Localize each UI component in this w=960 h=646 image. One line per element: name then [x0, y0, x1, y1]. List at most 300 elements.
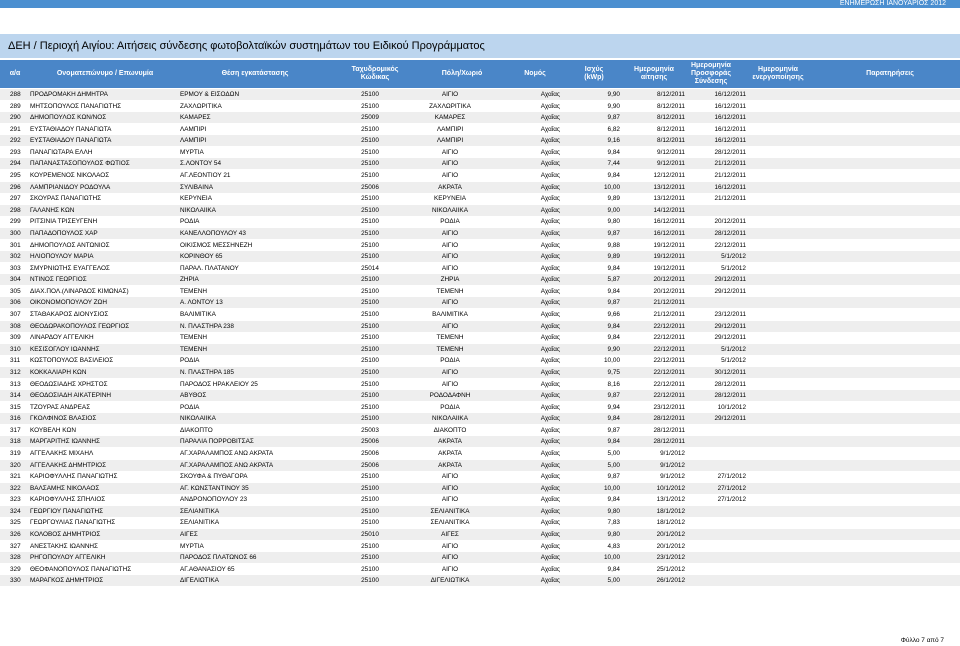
cell-no: 293: [10, 148, 21, 156]
cell-offer-date: 29/12/2011: [714, 334, 746, 342]
cell-prefecture: Αχαΐας: [540, 253, 560, 261]
cell-prefecture: Αχαΐας: [540, 449, 560, 457]
cell-location: ΛΑΜΠΙΡΙ: [180, 125, 207, 133]
table-row: [0, 251, 960, 262]
cell-prefecture: Αχαΐας: [540, 183, 560, 191]
table-row: [0, 379, 960, 390]
cell-city: ΑΙΓΙΟ: [441, 241, 459, 249]
cell-offer-date: 16/12/2011: [714, 91, 746, 98]
cell-request-date: 12/12/2011: [653, 172, 685, 180]
cell-name: ΟΙΚΟΝΟΜΟΠΟΥΛΟΥ ΖΩΗ: [30, 299, 107, 307]
cell-location: ΔΙΓΕΛΙΩΤΙΚΑ: [180, 577, 219, 585]
cell-location: ΑΙΓΕΣ: [180, 531, 198, 539]
cell-request-date: 28/12/2011: [653, 438, 685, 446]
cell-no: 310: [10, 345, 21, 353]
cell-offer-date: 23/12/2011: [714, 311, 746, 319]
cell-power: 7,83: [607, 519, 620, 527]
cell-city: ΑΙΓΙΟ: [441, 565, 459, 573]
cell-power: 9,87: [607, 299, 620, 307]
cell-location: ΑΓ.ΧΑΡΑΛΑΜΠΟΣ ΑΝΩ ΑΚΡΑΤΑ: [180, 449, 274, 457]
cell-request-date: 8/12/2011: [657, 91, 685, 98]
cell-location: ΛΑΜΠΙΡΙ: [180, 137, 207, 145]
cell-city: ΑΙΓΙΟ: [441, 172, 459, 180]
cell-no: 317: [10, 426, 21, 434]
cell-request-date: 9/12/2011: [657, 160, 685, 168]
header-request-date: Ημερομηνία αίτησης: [634, 66, 674, 81]
cell-prefecture: Αχαΐας: [540, 276, 560, 284]
cell-power: 7,44: [607, 160, 620, 168]
cell-name: ΘΕΟΔΩΡΑΚΟΠΟΥΛΟΣ ΓΕΩΡΓΙΟΣ: [30, 322, 130, 330]
header-notes: Παρατηρήσεις: [866, 70, 914, 77]
cell-power: 10,00: [604, 357, 620, 365]
cell-postcode: 25100: [361, 276, 379, 284]
cell-location: ΚΟΡΙΝΘΟΥ 65: [180, 253, 223, 261]
table-row: [0, 494, 960, 505]
cell-location: ΣΕΛΙΑΝΙΤΙΚΑ: [180, 507, 220, 515]
cell-power: 9,89: [607, 195, 620, 203]
header-activation-date: Ημερομηνία ενεργοποίησης: [752, 66, 804, 81]
cell-power: 10,00: [604, 554, 620, 562]
cell-power: 9,87: [607, 426, 620, 434]
cell-no: 303: [10, 264, 21, 272]
cell-no: 300: [10, 229, 21, 237]
table-row: [0, 147, 960, 158]
cell-postcode: 25100: [361, 322, 379, 330]
table-row: [0, 367, 960, 378]
header-location: Θέση εγκατάστασης: [221, 70, 289, 77]
cell-power: 9,87: [607, 114, 620, 122]
cell-request-date: 13/12/2011: [653, 195, 685, 203]
cell-postcode: 25100: [361, 565, 379, 573]
cell-name: ΠΑΠΑΔΟΠΟΥΛΟΣ ΧΑΡ: [30, 229, 98, 237]
cell-location: ΟΙΚΙΣΜΟΣ ΜΕΣΣΗΝΕΖΗ: [180, 241, 253, 249]
cell-no: 327: [10, 542, 21, 550]
table-row: [0, 228, 960, 239]
cell-location: ΚΑΜΑΡΕΣ: [180, 114, 211, 122]
cell-offer-date: 27/1/2012: [717, 496, 746, 504]
cell-postcode: 25100: [361, 368, 379, 376]
cell-location: ΝΙΚΟΛΑΙΙΚΑ: [180, 415, 216, 423]
table-row: [0, 355, 960, 366]
cell-no: 308: [10, 322, 21, 330]
table-row: [0, 274, 960, 285]
table-row: [0, 170, 960, 181]
cell-offer-date: [680, 205, 746, 216]
header-no: α/α: [9, 70, 21, 77]
cell-power: 9,90: [607, 345, 620, 353]
cell-name: ΜΑΡΓΑΡΙΤΗΣ ΙΩΑΝΝΗΣ: [30, 438, 100, 446]
cell-offer-date: 5/1/2012: [721, 253, 746, 261]
cell-postcode: 25100: [361, 102, 379, 110]
cell-city: ΝΙΚΟΛΑΙΙΚΑ: [432, 415, 468, 423]
cell-location: Α. ΛΟΝΤΟΥ 13: [180, 299, 223, 307]
cell-name: ΜΗΤΣΟΠΟΥΛΟΣ ΠΑΝΑΓΙΩΤΗΣ: [30, 102, 122, 110]
cell-name: ΠΑΝΑΓΙΩΤΑΡΑ ΕΛΛΗ: [30, 148, 93, 156]
cell-location: ΡΟΔΙΑ: [180, 218, 200, 226]
cell-power: 9,84: [607, 148, 620, 156]
cell-postcode: 25100: [361, 148, 379, 156]
cell-city: ΤΕΜΕΝΗ: [436, 334, 464, 342]
cell-city: ΡΟΔΙΑ: [440, 403, 460, 411]
cell-city: ΑΙΓΙΟ: [441, 554, 459, 562]
cell-offer-date: 29/12/2011: [714, 322, 746, 330]
cell-city: ΑΙΓΙΟ: [441, 160, 459, 168]
cell-request-date: 28/12/2011: [653, 426, 685, 434]
cell-city: ΑΚΡΑΤΑ: [438, 461, 462, 469]
cell-power: 9,90: [607, 91, 620, 98]
cell-prefecture: Αχαΐας: [540, 507, 560, 515]
cell-city: ΤΕΜΕΝΗ: [436, 345, 464, 353]
cell-name: ΡΗΓΟΠΟΥΛΟΥ ΑΓΓΕΛΙΚΗ: [30, 554, 106, 562]
cell-offer-date: 28/12/2011: [714, 392, 746, 400]
header-postcode: Ταχυδρομικός Κώδικας: [351, 66, 399, 81]
cell-prefecture: Αχαΐας: [540, 241, 560, 249]
cell-postcode: 25006: [361, 461, 379, 469]
cell-no: 321: [10, 473, 21, 481]
cell-name: ΓΕΩΡΓΟΥΛΙΑΣ ΠΑΝΑΓΙΩΤΗΣ: [30, 519, 116, 527]
cell-power: 6,82: [607, 125, 620, 133]
cell-request-date: 22/12/2011: [653, 322, 685, 330]
cell-offer-date: 5/1/2012: [721, 264, 746, 272]
cell-postcode: 25100: [361, 380, 379, 388]
cell-prefecture: Αχαΐας: [540, 311, 560, 319]
cell-offer-date: 28/12/2011: [714, 148, 746, 156]
cell-prefecture: Αχαΐας: [540, 322, 560, 330]
cell-no: 291: [10, 125, 21, 133]
header-city: Πόλη/Χωριό: [441, 70, 483, 77]
cell-offer-date: 27/1/2012: [717, 484, 746, 492]
cell-prefecture: Αχαΐας: [540, 461, 560, 469]
cell-power: 5,87: [607, 276, 620, 284]
cell-request-date: 18/1/2012: [656, 507, 685, 515]
cell-postcode: 25100: [361, 334, 379, 342]
cell-power: 10,00: [604, 183, 620, 191]
cell-postcode: 25100: [361, 253, 379, 261]
cell-offer-date: 29/12/2011: [714, 415, 746, 423]
cell-power: 9,84: [607, 415, 620, 423]
cell-request-date: 9/1/2012: [660, 449, 685, 457]
cell-postcode: 25100: [361, 484, 379, 492]
table-row: [0, 101, 960, 112]
cell-prefecture: Αχαΐας: [540, 577, 560, 585]
table-row: [0, 552, 960, 563]
cell-prefecture: Αχαΐας: [540, 345, 560, 353]
cell-prefecture: Αχαΐας: [540, 403, 560, 411]
cell-power: 9,84: [607, 287, 620, 295]
cell-offer-date: 16/12/2011: [714, 183, 746, 191]
cell-location: ΑΒΥΘΟΣ: [180, 392, 207, 400]
cell-offer-date: 29/12/2011: [714, 276, 746, 284]
cell-power: 9,94: [607, 403, 620, 411]
table-row: [0, 483, 960, 494]
cell-offer-date: [680, 460, 746, 471]
cell-location: ΠΑΡΟΔΟΣ ΠΛΑΤΩΝΟΣ 66: [180, 554, 257, 562]
cell-request-date: 20/12/2011: [653, 276, 685, 284]
cell-offer-date: [680, 436, 746, 447]
cell-request-date: 10/1/2012: [656, 484, 685, 492]
cell-prefecture: Αχαΐας: [540, 172, 560, 180]
cell-postcode: 25100: [361, 299, 379, 307]
cell-request-date: 9/12/2011: [657, 148, 685, 156]
table-row: [0, 425, 960, 436]
cell-request-date: 19/12/2011: [653, 264, 685, 272]
cell-name: ΓΑΛΑΝΗΣ ΚΩΝ: [30, 206, 75, 214]
header-name: Ονοματεπώνυμο / Επωνυμία: [56, 70, 154, 77]
table-row: [0, 575, 960, 586]
cell-power: 9,00: [607, 206, 620, 214]
cell-location: ΑΓ. ΚΩΝΣΤΑΝΤΙΝΟΥ 35: [180, 484, 249, 492]
cell-name: ΣΚΟΥΡΑΣ ΠΑΝΑΓΙΩΤΗΣ: [30, 195, 102, 203]
cell-power: 9,66: [607, 311, 620, 319]
cell-location: Ν. ΠΛΑΣΤΗΡΑ 185: [180, 368, 234, 376]
cell-no: 288: [10, 91, 21, 98]
cell-request-date: 19/12/2011: [653, 241, 685, 249]
cell-city: ΑΙΓΙΟ: [441, 542, 459, 550]
cell-offer-date: 28/12/2011: [714, 229, 746, 237]
cell-postcode: 25006: [361, 449, 379, 457]
cell-location: ΜΥΡΤΙΑ: [180, 148, 204, 156]
cell-name: ΑΓΓΕΛΑΚΗΣ ΔΗΜΗΤΡΙΟΣ: [30, 461, 107, 469]
cell-power: 9,84: [607, 565, 620, 573]
cell-request-date: 14/12/2011: [653, 206, 685, 214]
cell-location: ΝΙΚΟΛΑΙΙΚΑ: [180, 206, 216, 214]
cell-offer-date: 10/1/2012: [717, 403, 746, 411]
cell-no: 330: [10, 577, 21, 585]
cell-city: ΚΕΡΥΝΕΙΑ: [434, 195, 466, 203]
table-row: [0, 286, 960, 297]
cell-name: ΕΥΣΤΑΘΙΑΔΟΥ ΠΑΝΑΓΙΩΤΑ: [30, 125, 112, 133]
cell-offer-date: [680, 425, 746, 436]
table-row: [0, 135, 960, 146]
cell-power: 9,80: [607, 531, 620, 539]
cell-name: ΜΑΡΑΓΚΟΣ ΔΗΜΗΤΡΙΟΣ: [30, 577, 104, 585]
cell-offer-date: 16/12/2011: [714, 137, 746, 145]
cell-request-date: 22/12/2011: [653, 345, 685, 353]
cell-prefecture: Αχαΐας: [540, 368, 560, 376]
cell-prefecture: Αχαΐας: [540, 218, 560, 226]
cell-request-date: 22/12/2011: [653, 392, 685, 400]
cell-name: ΚΟΛΟΒΟΣ ΔΗΜΗΤΡΙΟΣ: [30, 531, 101, 539]
cell-location: ΤΕΜΕΝΗ: [180, 345, 207, 353]
cell-city: ΑΙΓΙΟ: [441, 253, 459, 261]
cell-city: ΑΙΓΙΟ: [441, 380, 459, 388]
cell-name: ΒΑΛΣΑΜΗΣ ΝΙΚΟΛΑΟΣ: [30, 484, 100, 492]
table-row: [0, 124, 960, 135]
cell-request-date: 9/1/2012: [660, 473, 685, 481]
cell-name: ΚΑΡΙΟΦΥΛΛΗΣ ΣΠΗΛΙΟΣ: [30, 496, 106, 504]
cell-no: 322: [10, 484, 21, 492]
table-row: [0, 541, 960, 552]
cell-location: ΠΑΡΑΛ. ΠΛΑΤΑΝΟΥ: [180, 264, 239, 272]
cell-postcode: 25100: [361, 519, 379, 527]
cell-request-date: 20/1/2012: [656, 542, 685, 550]
cell-power: 4,83: [607, 542, 620, 550]
cell-name: ΔΙΑΧ.ΠΟΛ.(ΛΙΝΑΡΔΟΣ ΚΙΜΩΝΑΣ): [30, 287, 129, 295]
cell-power: 9,89: [607, 253, 620, 261]
cell-prefecture: Αχαΐας: [540, 542, 560, 550]
cell-request-date: 20/12/2011: [653, 287, 685, 295]
cell-postcode: 25100: [361, 542, 379, 550]
cell-power: 9,87: [607, 229, 620, 237]
table-row: [0, 263, 960, 274]
header-prefecture: Νομός: [524, 70, 546, 77]
cell-city: ΝΙΚΟΛΑΙΙΚΑ: [432, 206, 468, 214]
table-row: [0, 460, 960, 471]
cell-postcode: 25100: [361, 160, 379, 168]
cell-no: 319: [10, 449, 21, 457]
cell-power: 5,00: [607, 577, 620, 585]
cell-city: ΑΙΓΙΟ: [441, 322, 459, 330]
cell-postcode: 25100: [361, 473, 379, 481]
top-bar: [0, 0, 960, 8]
cell-request-date: 8/12/2011: [657, 102, 685, 110]
cell-offer-date: 5/1/2012: [721, 345, 746, 353]
cell-city: ΑΙΓΙΟ: [441, 473, 459, 481]
table-row: [0, 402, 960, 413]
cell-location: ΚΕΡΥΝΕΙΑ: [180, 195, 212, 203]
cell-location: ΑΓ.ΧΑΡΑΛΑΜΠΟΣ ΑΝΩ ΑΚΡΑΤΑ: [180, 461, 274, 469]
cell-request-date: 26/1/2012: [656, 577, 685, 585]
table-row: [0, 529, 960, 540]
cell-city: ΑΙΓΙΟ: [441, 299, 459, 307]
cell-no: 298: [10, 206, 21, 214]
table-row: [0, 413, 960, 424]
cell-power: 5,00: [607, 449, 620, 457]
cell-prefecture: Αχαΐας: [540, 264, 560, 272]
cell-no: 290: [10, 114, 21, 122]
cell-name: ΘΕΟΔΟΣΙΑΔΗ ΑΙΚΑΤΕΡΙΝΗ: [30, 392, 111, 400]
cell-postcode: 25100: [361, 496, 379, 504]
cell-name: ΚΩΣΤΟΠΟΥΛΟΣ ΒΑΣΙΛΕΙΟΣ: [30, 357, 114, 365]
cell-city: ΑΙΓΙΟ: [441, 484, 459, 492]
cell-city: ΑΙΓΙΟ: [441, 496, 459, 504]
cell-no: 324: [10, 507, 21, 515]
table-row: [0, 112, 960, 123]
table-row: [0, 158, 960, 169]
cell-no: 316: [10, 415, 21, 423]
cell-no: 309: [10, 334, 21, 342]
table-row: [0, 332, 960, 343]
cell-location: ΡΟΔΙΑ: [180, 403, 200, 411]
cell-location: ΒΑΛΙΜΙΤΙΚΑ: [180, 311, 216, 319]
cell-postcode: 25100: [361, 206, 379, 214]
cell-offer-date: [680, 448, 746, 459]
cell-no: 292: [10, 137, 21, 145]
cell-name: ΡΙΤΣΙΝΙΑ ΤΡΙΣΕΥΓΕΝΗ: [30, 218, 98, 226]
cell-offer-date: 5/1/2012: [721, 357, 746, 365]
page-footer: Φύλλο 7 από 7: [900, 637, 944, 644]
cell-location: ΖΗΡΙΑ: [180, 276, 199, 284]
cell-location: ΣΚΟΥΦΑ & ΠΥΘΑΓΟΡΑ: [180, 473, 248, 481]
cell-name: ΠΡΟΔΡΟΜΑΚΗ ΔΗΜΗΤΡΑ: [30, 91, 108, 98]
cell-postcode: 25100: [361, 241, 379, 249]
cell-power: 9,84: [607, 322, 620, 330]
cell-offer-date: 16/12/2011: [714, 114, 746, 122]
cell-name: ΔΗΜΟΠΟΥΛΟΣ ΑΝΤΩΝΙΟΣ: [30, 241, 110, 249]
cell-offer-date: [680, 517, 746, 528]
cell-location: ΤΕΜΕΝΗ: [180, 334, 207, 342]
cell-request-date: 22/12/2011: [653, 368, 685, 376]
page-title: ΔΕΗ / Περιοχή Αιγίου: Αιτήσεις σύνδεσης φωτοβολταϊκών συστημάτων του Ειδικού Προγράμματος: [8, 40, 485, 52]
cell-power: 9,84: [607, 264, 620, 272]
cell-location: ΠΑΡΑΛΙΑ ΠΟΡΡΟΒΙΤΣΑΣ: [180, 438, 254, 446]
cell-city: ΣΕΛΙΑΝΙΤΙΚΑ: [430, 519, 470, 527]
cell-prefecture: Αχαΐας: [540, 380, 560, 388]
cell-prefecture: Αχαΐας: [540, 125, 560, 133]
cell-request-date: 22/12/2011: [653, 334, 685, 342]
cell-prefecture: Αχαΐας: [540, 299, 560, 307]
cell-location: ΡΟΔΙΑ: [180, 357, 200, 365]
cell-prefecture: Αχαΐας: [540, 531, 560, 539]
cell-no: 313: [10, 380, 21, 388]
cell-no: 311: [10, 357, 21, 365]
cell-postcode: 25100: [361, 507, 379, 515]
cell-postcode: 25100: [361, 403, 379, 411]
cell-location: Ν. ΠΛΑΣΤΗΡΑ 238: [180, 322, 234, 330]
cell-postcode: 25014: [361, 264, 379, 272]
cell-prefecture: Αχαΐας: [540, 484, 560, 492]
cell-offer-date: 21/12/2011: [714, 195, 746, 203]
cell-city: ΛΑΜΠΙΡΙ: [436, 125, 464, 133]
cell-postcode: 25006: [361, 183, 379, 191]
cell-city: ΔΙΓΕΛΙΩΤΙΚΑ: [430, 577, 470, 585]
cell-prefecture: Αχαΐας: [540, 102, 560, 110]
cell-request-date: 23/12/2011: [653, 403, 685, 411]
cell-postcode: 25010: [361, 531, 379, 539]
cell-city: ΤΕΜΕΝΗ: [436, 287, 464, 295]
cell-name: ΤΖΟΥΡΑΣ ΑΝΔΡΕΑΣ: [30, 403, 91, 411]
cell-postcode: 25100: [361, 415, 379, 423]
cell-prefecture: Αχαΐας: [540, 438, 560, 446]
table-row: [0, 321, 960, 332]
cell-prefecture: Αχαΐας: [540, 229, 560, 237]
cell-postcode: 25100: [361, 218, 379, 226]
cell-prefecture: Αχαΐας: [540, 334, 560, 342]
cell-city: ΑΚΡΑΤΑ: [438, 438, 462, 446]
cell-offer-date: 20/12/2011: [714, 218, 746, 226]
table-row: [0, 506, 960, 517]
cell-no: 297: [10, 195, 21, 203]
cell-no: 299: [10, 218, 21, 226]
cell-location: ΠΑΡΟΔΟΣ ΗΡΑΚΛΕΙΟΥ 25: [180, 380, 258, 388]
cell-location: Σ.ΛΟΝΤΟΥ 54: [180, 160, 222, 168]
cell-postcode: 25100: [361, 392, 379, 400]
cell-request-date: 25/1/2012: [656, 565, 685, 573]
cell-power: 9,84: [607, 496, 620, 504]
cell-power: 9,84: [607, 334, 620, 342]
cell-no: 325: [10, 519, 21, 527]
cell-offer-date: [680, 575, 746, 586]
cell-power: 8,16: [607, 380, 620, 388]
cell-prefecture: Αχαΐας: [540, 287, 560, 295]
cell-city: ΣΕΛΙΑΝΙΤΙΚΑ: [430, 507, 470, 515]
cell-name: ΚΟΥΒΕΛΗ ΚΩΝ: [30, 426, 76, 434]
cell-postcode: 25009: [361, 114, 379, 122]
cell-no: 329: [10, 565, 21, 573]
cell-name: ΓΕΩΡΓΙΟΥ ΠΑΝΑΓΙΩΤΗΣ: [30, 507, 104, 515]
cell-power: 9,16: [607, 137, 620, 145]
cell-city: ΑΙΓΙΟ: [441, 148, 459, 156]
cell-name: ΘΕΟΦΑΝΟΠΟΥΛΟΣ ΠΑΝΑΓΙΩΤΗΣ: [30, 565, 132, 573]
cell-postcode: 25003: [361, 426, 379, 434]
cell-power: 5,00: [607, 461, 620, 469]
update-label: ΕΝΗΜΕΡΩΣΗ ΙΑΝΟΥΑΡΙΟΣ 2012: [839, 0, 946, 7]
cell-no: 306: [10, 299, 21, 307]
cell-postcode: 25100: [361, 345, 379, 353]
cell-city: ΑΙΓΙΟ: [441, 91, 459, 98]
cell-offer-date: 16/12/2011: [714, 125, 746, 133]
cell-location: ΑΝΔΡΟΝΟΠΟΥΛΟΥ 23: [180, 496, 248, 504]
